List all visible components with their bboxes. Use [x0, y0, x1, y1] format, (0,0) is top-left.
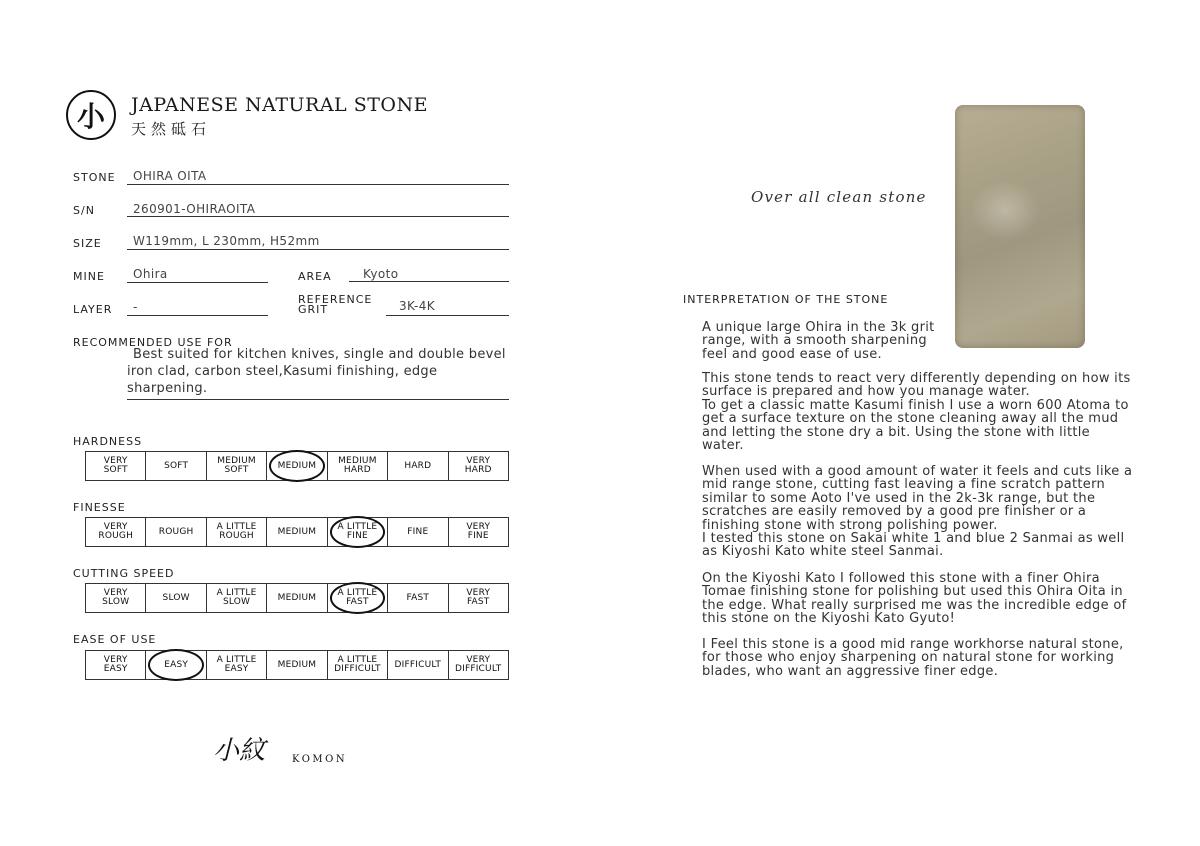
interpretation-paragraph: On the Kiyoshi Kato I followed this stone with a finer Ohira Tomae finishing stone for polishing but used this Ohira Oita in the edge. What really surprised me was the incredible edge of this stone on the Kiyoshi Kato Gyuto! — [702, 571, 1127, 627]
stone-label: STONE — [73, 171, 116, 184]
komon-logo-mark: 小紋 — [213, 736, 266, 766]
mine-value: Ohira — [133, 267, 168, 281]
interpretation-paragraph: When used with a good amount of water it feels and cuts like a mid range stone, cutting fast leaving a fine scratch pattern similar to some Aoto I've used in the 2k-3k range, but the scratches are easily removed by a good pre finisher or a finishing stone with strong polishing power. I tested this stone on Sakai white 1 and blue 2 Sanmai as well as Kiyoshi Kato white steel Sanmai. — [702, 464, 1133, 560]
rating-scale — [85, 650, 509, 680]
ref-grit-underline — [386, 315, 509, 316]
scale-option[interactable]: VERY FINE — [466, 522, 491, 541]
recommended-label: RECOMMENDED USE FOR — [73, 336, 233, 349]
mine-underline — [127, 282, 268, 283]
area-label: AREA — [298, 270, 332, 283]
scale-option[interactable]: MEDIUM — [267, 651, 327, 679]
scale-option[interactable]: FAST — [388, 584, 448, 612]
recommended-text: Best suited for kitchen knives, single and double bevel iron clad, carbon steel,Kasumi finishing, edge sharpening. — [127, 347, 506, 396]
stone-underline — [127, 184, 509, 185]
scale-option[interactable]: DIFFICULT — [388, 651, 448, 679]
scale-title: EASE OF USE — [73, 633, 157, 646]
scale-option[interactable]: A LITTLE EASY — [207, 651, 267, 679]
rating-scale — [85, 517, 509, 547]
brand-subtitle: 天然砥石 — [131, 120, 212, 138]
size-value: W119mm, L 230mm, H52mm — [133, 234, 320, 248]
ref-grit-label: REFERENCE GRIT — [298, 293, 373, 316]
scale-option[interactable]: VERY FAST — [466, 588, 491, 607]
scale-option[interactable]: MEDIUM — [267, 518, 327, 546]
logo-icon: 小 — [76, 100, 105, 133]
scale-option[interactable]: MEDIUM SOFT — [207, 452, 267, 480]
scale-option[interactable]: VERY SLOW — [86, 584, 146, 612]
rating-scale — [85, 583, 509, 613]
layer-label: LAYER — [73, 303, 113, 316]
sn-underline — [127, 216, 509, 217]
mine-label: MINE — [73, 270, 105, 283]
size-underline — [127, 249, 509, 250]
scale-option[interactable]: MEDIUM — [267, 584, 327, 612]
scale-option[interactable]: ROUGH — [146, 518, 206, 546]
rating-scale — [85, 451, 509, 481]
stone-photo-texture — [970, 180, 1040, 240]
scale-title: HARDNESS — [73, 435, 143, 448]
scale-option[interactable]: SLOW — [146, 584, 206, 612]
stone-value: OHIRA OITA — [133, 169, 207, 183]
komon-brand: KOMON — [292, 754, 348, 765]
layer-value: - — [133, 300, 138, 314]
scale-option[interactable]: VERY HARD — [464, 456, 492, 475]
interpretation-paragraph: I Feel this stone is a good mid range workhorse natural stone, for those who enjoy sharpening on natural stone for working blades, who want an aggressive finer edge. — [702, 637, 1124, 679]
scale-option[interactable]: FINE — [388, 518, 448, 546]
scale-option[interactable]: A LITTLE SLOW — [207, 584, 267, 612]
sn-value: 260901-OHIRAOITA — [133, 202, 256, 216]
scale-option[interactable]: VERY SOFT — [86, 452, 146, 480]
interpretation-paragraph: A unique large Ohira in the 3k grit range, with a smooth sharpening feel and good ease of use. — [702, 320, 935, 362]
brand-title: JAPANESE NATURAL STONE — [131, 94, 428, 116]
scale-option-selected[interactable]: A LITTLE FAST — [328, 584, 388, 612]
scale-option-selected[interactable]: MEDIUM — [267, 452, 327, 480]
scale-title: FINESSE — [73, 501, 126, 514]
scale-option[interactable]: VERY EASY — [86, 651, 146, 679]
recommended-underline — [127, 399, 509, 400]
sn-label: S/N — [73, 204, 95, 217]
stone-caption: Over all clean stone — [751, 188, 927, 206]
scale-option[interactable]: HARD — [388, 452, 448, 480]
interpretation-title: INTERPRETATION OF THE STONE — [683, 293, 889, 306]
scale-option[interactable]: A LITTLE DIFFICULT — [328, 651, 388, 679]
area-value: Kyoto — [363, 267, 399, 281]
area-underline — [349, 281, 509, 282]
layer-underline — [127, 315, 268, 316]
scale-option[interactable]: MEDIUM HARD — [328, 452, 388, 480]
size-label: SIZE — [73, 237, 102, 250]
scale-option[interactable]: VERY DIFFICULT — [454, 655, 502, 674]
scale-option-selected[interactable]: A LITTLE FINE — [328, 518, 388, 546]
scale-title: CUTTING SPEED — [73, 567, 175, 580]
scale-option[interactable]: VERY ROUGH — [86, 518, 146, 546]
ref-grit-value: 3K-4K — [399, 299, 436, 313]
scale-option[interactable]: A LITTLE ROUGH — [207, 518, 267, 546]
interpretation-paragraph: This stone tends to react very differently depending on how its surface is prepared and how you manage water. To get a classic matte Kasumi finish I use a worn 600 Atoma to get a surface texture on the stone cleaning away all the mud and letting the stone dry a bit. Using the stone with little water. — [702, 371, 1131, 454]
scale-option-selected[interactable]: EASY — [146, 651, 206, 679]
scale-option[interactable]: SOFT — [146, 452, 206, 480]
